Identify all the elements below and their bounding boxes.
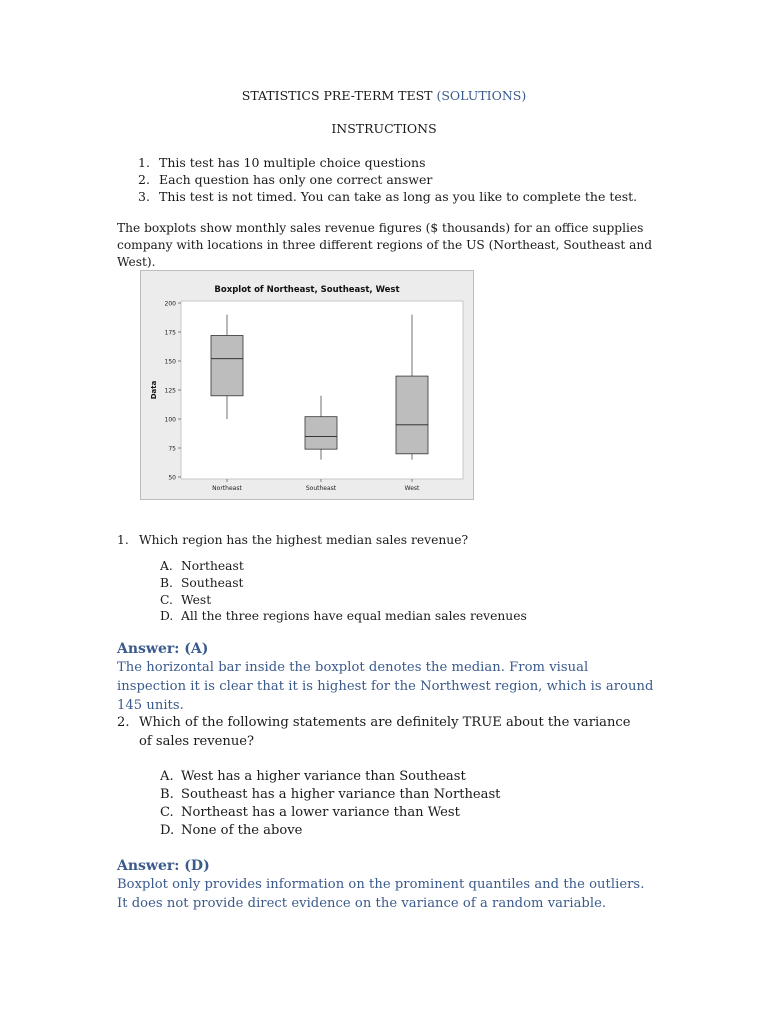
y-tick-label: 150 [164,358,176,366]
y-tick-label: 75 [168,445,176,453]
question-text: Which of the following statements are definitely TRUE about the variance of sales revenue? [139,715,631,749]
explanation-2: Boxplot only provides information on the prominent quantiles and the outliers. It does not provide direct evidence on the variance of a random variable. [117,877,645,911]
option-item [160,804,500,822]
y-axis-label: Data [150,380,158,400]
title-solutions: (SOLUTIONS) [436,88,527,103]
option-text: None of the above [181,823,303,838]
instruction-number: 2. [138,172,150,187]
y-tick-label: 125 [164,387,176,395]
x-tick-label: Southeast [305,485,337,492]
instructions-list [138,154,637,205]
option-item [160,592,527,609]
question-2-options [160,768,500,840]
x-axis-ticks [212,479,420,492]
option-item [160,558,527,575]
y-tick-label: 200 [164,300,176,308]
answer-2: Answer: (D) [117,858,210,874]
y-tick-label: 50 [168,474,176,482]
box-iqr [396,376,428,454]
intro-paragraph: The boxplots show monthly sales revenue figures ($ thousands) for an office supplies company with locations in three different regions of the US (Northeast, Southeast and West). [117,221,653,269]
answer-1: Answer: (A) [117,641,209,657]
y-axis-ticks [165,301,181,482]
explanation-1: The horizontal bar inside the boxplot denotes the median. From visual inspection it is clear that it is highest for the Northwest region, which is around 145 units. [117,660,654,713]
option-text: All the three regions have equal median sales revenues [181,609,527,624]
question-1-options [160,558,527,625]
instruction-item [138,171,637,188]
y-tick-label: 100 [164,416,176,424]
boxplot-chart [140,270,474,500]
option-item [160,575,527,592]
option-letter: B. [160,575,173,590]
question-2 [117,713,639,751]
option-text: Southeast has a higher variance than Northeast [181,787,501,802]
x-tick-label: West [404,485,420,492]
boxplot-svg [141,271,473,499]
option-letter: D. [160,609,174,624]
option-letter: C. [160,592,173,607]
option-text: Southeast [181,575,244,590]
chart-title: Boxplot of Northeast, Southeast, West [214,285,400,295]
instruction-item [138,188,637,205]
x-tick-label: Northeast [212,485,242,492]
instruction-text: This test has 10 multiple choice questions [159,155,426,170]
instruction-number: 1. [138,155,150,170]
option-letter: B. [160,787,174,802]
title-main: STATISTICS PRE-TERM TEST [241,88,433,103]
y-tick-label: 175 [164,329,176,337]
option-item [160,608,527,625]
option-text: West has a higher variance than Southeast [181,769,466,784]
instructions-heading: INSTRUCTIONS [331,121,437,136]
option-letter: A. [160,559,173,573]
option-item [160,822,500,840]
instruction-number: 3. [138,189,150,204]
question-text: Which region has the highest median sales revenue? [139,533,469,547]
instruction-text: Each question has only one correct answer [159,172,433,187]
option-letter: D. [160,823,175,838]
page-title [0,88,768,103]
question-1 [117,533,468,547]
option-letter: A. [160,769,174,784]
instruction-text: This test is not timed. You can take as long as you like to complete the test. [159,189,638,204]
option-text: Northeast [181,559,244,573]
option-item [160,786,500,804]
option-text: West [181,592,212,607]
option-text: Northeast has a lower variance than West [181,805,460,820]
option-letter: C. [160,805,174,820]
instruction-item [138,154,637,171]
question-number: 1. [117,533,129,547]
question-number: 2. [117,715,130,730]
option-item [160,768,500,786]
box-iqr [211,335,243,395]
box-iqr [305,417,337,449]
